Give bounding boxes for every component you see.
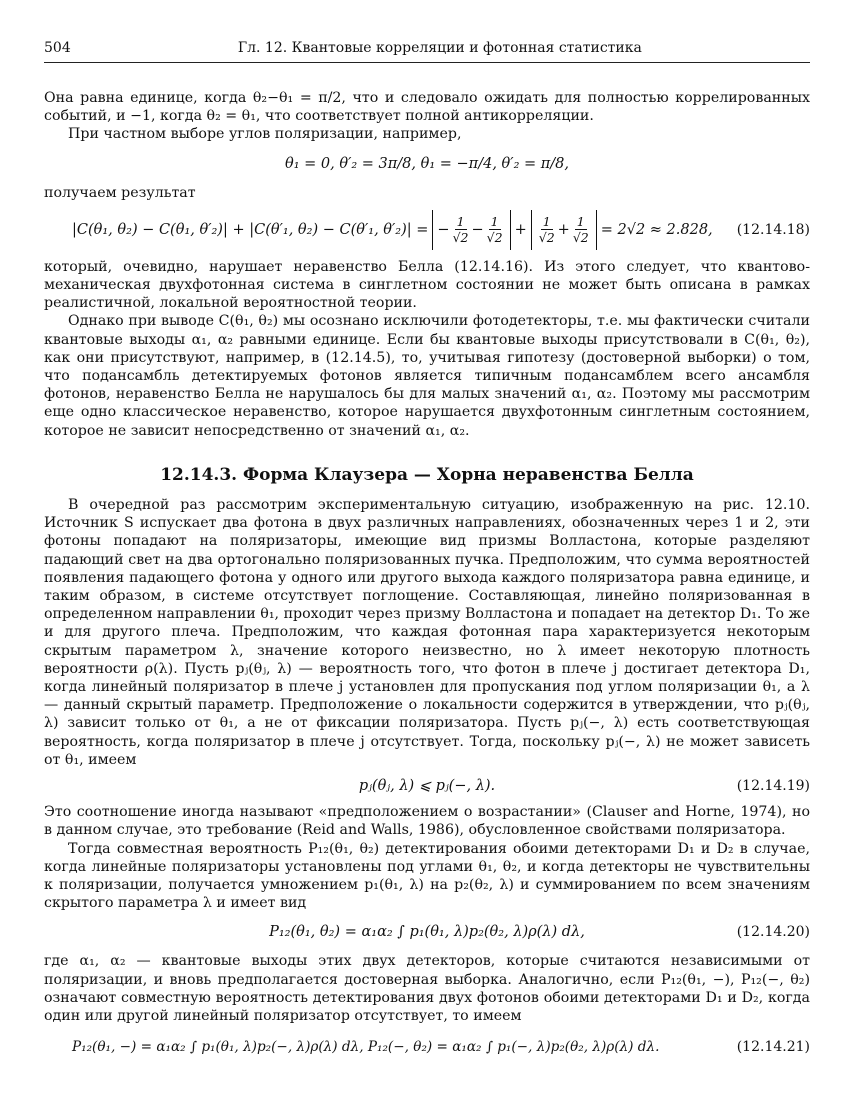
eq21-text: P₁₂(θ₁, −) = α₁α₂ ∫ p₁(θ₁, λ)p₂(−, λ)ρ(λ) dλ, P₁₂(−, θ₂) = α₁α₂ ∫ p₁(−, λ)p₂(θ₂, λ)ρ(λ) dλ.: [72, 1039, 660, 1056]
section-title: 12.14.3. Форма Клаузера — Хорна неравенства Белла: [160, 464, 694, 485]
equation-angles: [44, 144, 810, 184]
eq18-rhs: = 2√2 ≈ 2.828,: [600, 221, 713, 238]
eq20-text: P₁₂(θ₁, θ₂) = α₁α₂ ∫ p₁(θ₁, λ)p₂(θ₂, λ)ρ(λ) dλ,: [269, 924, 585, 941]
equation-12-14-19: [44, 769, 810, 803]
equation-number-20: (12.14.20): [736, 924, 810, 941]
eq18-frac-d: $\frac{1}{√2}$: [572, 214, 589, 246]
paragraph-9: где α₁, α₂ — квантовые выходы этих двух детекторов, которые считаются независимыми от поляризации, и вновь предполагается достоверная выборка. Аналогично, если P₁₂(θ₁, −), P₁₂(−, θ₂) означают совместную вероятность детектирования двух фотонов обоими детекторами D₁ и D₂, когда один или другой линейный поляризатор отсутствует, то имеем: [44, 953, 810, 1024]
equation-12-14-21: [44, 1025, 810, 1069]
eq18-frac-b: $\frac{1}{√2}$: [486, 214, 503, 246]
eq18-lhs: |C(θ₁, θ₂) − C(θ₁, θ′₂)| + |C(θ′₁, θ₂) − C(θ′₁, θ′₂)| =: [72, 221, 429, 238]
paragraph-1: Она равна единице, когда θ₂−θ₁ = π/2, что и следовало ожидать для полностью коррелированных событий, и −1, когда θ₂ = θ₁, что соответствует полной антикорреляции.: [44, 90, 810, 125]
eq18-minus: −: [437, 221, 450, 238]
paragraph-7: Это соотношение иногда называют «предположением о возрастании» (Clauser and Horne, 1974), но в данном случае, это требование (Reid and Walls, 1986), обусловленное свойствами поляризатора.: [44, 804, 810, 839]
running-title: Гл. 12. Квантовые корреляции и фотонная статистика: [237, 40, 642, 56]
equation-angles-text: θ₁ = 0, θ′₂ = 3π/8, θ₁ = −π/4, θ′₂ = π/8,: [284, 155, 569, 172]
eq18-abs-2: 1 √2 + $\frac{1}{√2}$: [531, 210, 597, 250]
eq19-text: pⱼ(θⱼ, λ) ⩽ pⱼ(−, λ).: [358, 778, 496, 795]
paragraph-3: получаем результат: [44, 184, 196, 201]
equation-12-14-20: [44, 912, 810, 952]
paragraph-2: При частном выборе углов поляризации, например,: [68, 126, 462, 143]
paragraph-6: В очередной раз рассмотрим экспериментальную ситуацию, изображенную на рис. 12.10. Источник S испускает два фотона в двух различных направлениях, обозначенных через 1 и 2, эти фотоны попадают на поляризаторы, имеющие вид призмы Волластона, которые разделяют падающий свет на два ортогонально поляризованных пучка. Предположим, что сумма вероятностей появления падающего фотона у одного или другого выхода каждого поляризатора равна единице, и таким образом, в системе отсутствует поглощение. Составляющая, линейно поляризованная в определенном направлении θ₁, проходит через призму Волластона и попадает на детектор D₁. То же и для другого плеча. Предположим, что каждая фотонная пара характеризуется некоторым скрытым параметром λ, значение которого неизвестно, но λ имеет некоторую плотность вероятности ρ(λ). Пусть pⱼ(θⱼ, λ) — вероятность того, что фотон в плече j достигает детектора D₁, когда линейный поляризатор в плече j установлен для пропускания под углом поляризации θ₁, а λ — данный скрытый параметр. Предположение о локальности содержится в утверждении, что pⱼ(θⱼ, λ) зависит только от θ₁, а не от фиксации поляризатора. Пусть pⱼ(−, λ) есть соответствующая вероятность, когда поляризатор в плече j отсутствует. Тогда, поскольку pⱼ(−, λ) не может зависеть от θ₁, имеем: [44, 497, 810, 768]
paragraph-8: Тогда совместная вероятность P₁₂(θ₁, θ₂) детектирования обоими детекторами D₁ и D₂ в случае, когда линейные поляризаторы установлены под углами θ₁, θ₂, и когда детекторы не чувствительны к поляризации, получается умножением p₁(θ₁, λ) на p₂(θ₂, λ) и суммированием по всем значениям скрытого параметра λ и имеет вид: [44, 840, 810, 912]
eq18-frac-c: 1 √2: [538, 214, 555, 246]
eq18-frac-a: $\frac{1}{√2}$: [452, 214, 469, 246]
page: [44, 40, 810, 1069]
equation-number-18: (12.14.18): [736, 221, 810, 238]
paragraph-4: который, очевидно, нарушает неравенство Белла (12.14.16). Из этого следует, что квантово-механическая двухфотонная система в синглетном состоянии не может быть описана в рамках реалистичной, локальной вероятностной теории.: [44, 258, 810, 312]
page-number: 504: [44, 40, 71, 56]
equation-number-21: (12.14.21): [736, 1039, 810, 1056]
equation-12-14-18: |C(θ₁, θ₂) − C(θ₁, θ′₂)| + |C(θ′₁, θ₂) − C(θ′₁, θ′₂)| = − $\frac{1}{√2}$ − $\frac{1}{√2}$ + 1 √2 + $\frac{1}{√2}$ = 2√2 ≈ 2.828, (12.14.18): [44, 202, 810, 258]
paragraph-5: Однако при выводе C(θ₁, θ₂) мы осознано исключили фотодетекторы, т.е. мы фактически считали квантовые выходы α₁, α₂ равными единице. Если бы квантовые выходы присутствовали в C(θ₁, θ₂), как они присутствуют, например, в (12.14.5), то, учитывая гипотезу (достоверной выборки) о том, что подансамбль детектируемых фотонов является типичным подансамблем всего ансамбля фотонов, неравенство Белла не нарушалось бы для малых значений α₁, α₂. Поэтому мы рассмотрим еще одно классическое неравенство, которое нарушается двухфотонным синглетным состоянием, которое не зависит непосредственно от значений α₁, α₂.: [44, 313, 810, 439]
equation-number-19: (12.14.19): [736, 778, 810, 795]
eq18-abs-1: − $\frac{1}{√2}$ − $\frac{1}{√2}$: [432, 210, 510, 250]
running-header: [44, 40, 810, 63]
